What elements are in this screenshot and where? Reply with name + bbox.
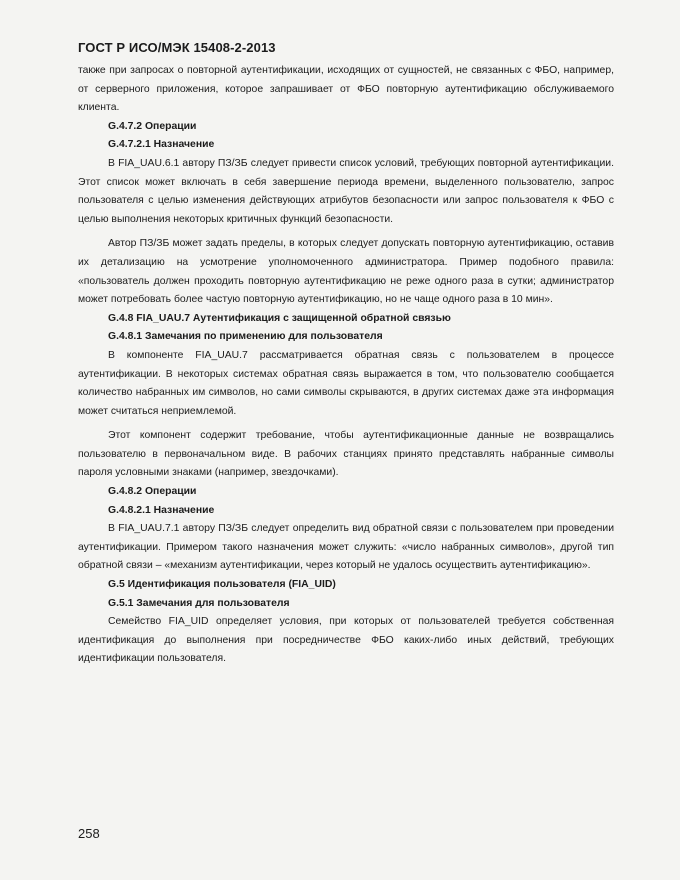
subsection-heading: G.4.8.1 Замечания по применению для пользователя (108, 331, 383, 343)
paragraph: Автор ПЗ/ЗБ может задать пределы, в которых следует допускать повторную аутентификацию, оставив их детализацию на усмотрение уполномоченного администратора. Пример подобного правила: «пользователь должен проходить повторную аутентификацию не реже одного раза в сутки; администратор может потребовать более частую повторную аутентификацию, но не чаще одного раза в 10 мин». (78, 238, 614, 306)
subsection-heading: G.5.1 Замечания для пользователя (108, 597, 290, 609)
subsection-heading: G.4.7.2.1 Назначение (108, 139, 215, 151)
paragraph: Семейство FIA_UID определяет условия, при которых от пользователей требуется собственная идентификация до выполнения при посредничестве ФБО каких-либо иных действий, требующих идентификации пользователя. (78, 616, 614, 665)
paragraph: В компоненте FIA_UAU.7 рассматривается обратная связь с пользователем в процессе аутентификации. В некоторых системах обратная связь выражается в том, что пользователю сообщается количество набранных им символов, но сами символы скрываются, в других системах даже эта информация может считаться неприемлемой. (78, 349, 614, 417)
paragraph: Этот компонент содержит требование, чтобы аутентификационные данные не возвращались пользователю в первоначальном виде. В рабочих станциях принято представлять набранные символы пароля условными знаками (например, звездочками). (78, 430, 614, 479)
paragraph: также при запросах о повторной аутентификации, исходящих от сущностей, не связанных с ФБО, например, от серверного приложения, которое запрашивает от ФБО повторную аутентификацию обслуживаемого клиента. (78, 65, 614, 114)
section-heading: G.5 Идентификация пользователя (FIA_UID) (108, 579, 336, 591)
paragraph: В FIA_UAU.6.1 автору ПЗ/ЗБ следует привести список условий, требующих повторной аутентификации. Этот список может включать в себя завершение периода времени, выделенного пользователю, запрос пользователя с целью изменения действующих атрибутов безопасности или запрос пользователя к ФБО с целью выполнения некоторых критичных функций безопасности. (78, 157, 614, 225)
section-heading: G.4.7.2 Операции (108, 120, 197, 132)
subsection-heading: G.4.8.2.1 Назначение (108, 504, 215, 516)
document-body (78, 62, 614, 669)
page-number: 258 (78, 826, 100, 841)
paragraph: В FIA_UAU.7.1 автору ПЗ/ЗБ следует определить вид обратной связи с пользователем при проведении аутентификации. Примером такого назначения может служить: «число набранных символов», другой тип обратной связи – «механизм аутентификации, через который не удалось осуществить аутентификацию». (78, 523, 614, 572)
section-heading: G.4.8.2 Операции (108, 486, 197, 498)
document-header: ГОСТ Р ИСО/МЭК 15408-2-2013 (78, 40, 276, 55)
section-heading: G.4.8 FIA_UAU.7 Аутентификация с защищенной обратной связью (108, 312, 451, 324)
